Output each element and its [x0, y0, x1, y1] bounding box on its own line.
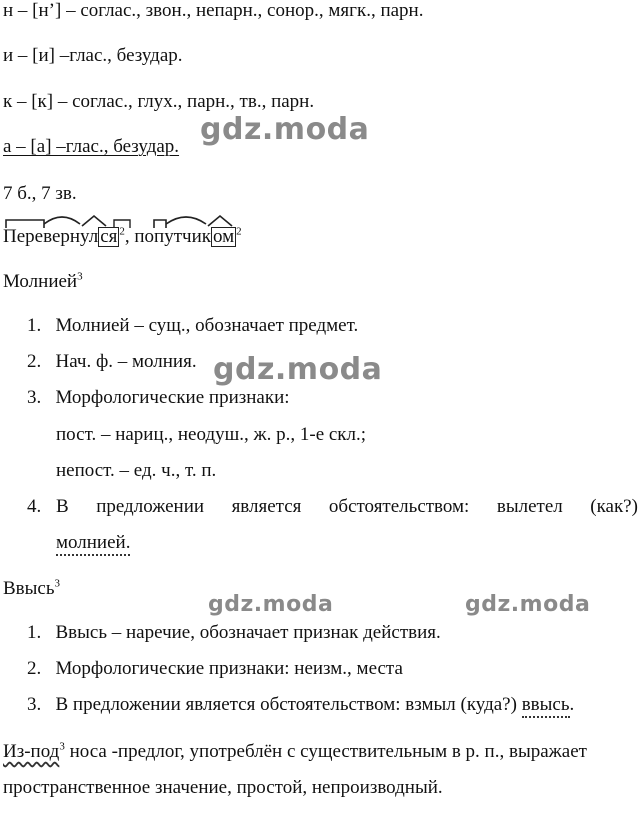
section-heading-vvys: Ввысь$^3$ [3, 577, 61, 599]
watermark: gdz.moda [200, 112, 370, 147]
word-root-perevernul: Перевернул [3, 226, 99, 247]
list-item: 2. Нач. ф. – молния. [27, 351, 197, 372]
list-item: 3. В предложении является обстоятельством: взмыл (куда?) ввысь. [27, 694, 574, 716]
ending-box: ом [212, 226, 235, 247]
preposition-analysis-line2: пространственное значение, простой, непроизводный. [3, 777, 443, 798]
list-item: 2. Морфологические признаки: неизм., места [27, 658, 403, 679]
list-item: 4. [27, 496, 42, 517]
preposition-word: Из-под [3, 741, 60, 762]
letter-sound-count: 7 б., 7 зв. [3, 183, 77, 204]
phonetic-line-k: к – [к] – соглас., глух., парн., тв., парн. [3, 91, 315, 112]
phonetic-line-n: н – [н’] – соглас., звон., непарн., сонор., мягк., парн. [3, 0, 424, 21]
adverbial-underline: ввысь [522, 694, 570, 718]
list-item: 1. Молнией – сущ., обозначает предмет. [27, 315, 359, 336]
adverbial-underline: молнией. [56, 532, 130, 556]
preposition-analysis-line1: Из-под$^3$ носа -предлог, употреблён с существительным в р. п., выражает [3, 740, 587, 762]
list-item-continuation [56, 532, 130, 554]
variable-features: непост. – ед. ч., т. п. [56, 460, 217, 481]
postfix-box: ся [100, 226, 118, 247]
analysis-number: 2 [119, 225, 125, 238]
word-root-poputchik: попутчик [134, 226, 211, 247]
morpheme-marks [0, 208, 270, 242]
analysis-number: 2 [236, 225, 242, 238]
phonetic-line-a: а – [а] –глас., безудар. [3, 136, 180, 157]
comma: , [124, 226, 130, 247]
constant-features: пост. – нариц., неодуш., ж. р., 1-е скл.; [56, 424, 367, 445]
list-item: 1. Ввысь – наречие, обозначает признак действия. [27, 622, 441, 643]
phonetic-line-i: и – [и] –глас., безудар. [3, 45, 183, 66]
watermark: gdz.moda [208, 592, 334, 617]
watermark: gdz.moda [213, 352, 383, 387]
watermark: gdz.moda [465, 592, 591, 617]
section-heading-molniey: Молнией$^3$ [3, 270, 83, 292]
list-item-text-justified: В предложении является обстоятельством: вылетел (как?) [56, 496, 638, 517]
list-item: 3. Морфологические признаки: [27, 387, 290, 408]
